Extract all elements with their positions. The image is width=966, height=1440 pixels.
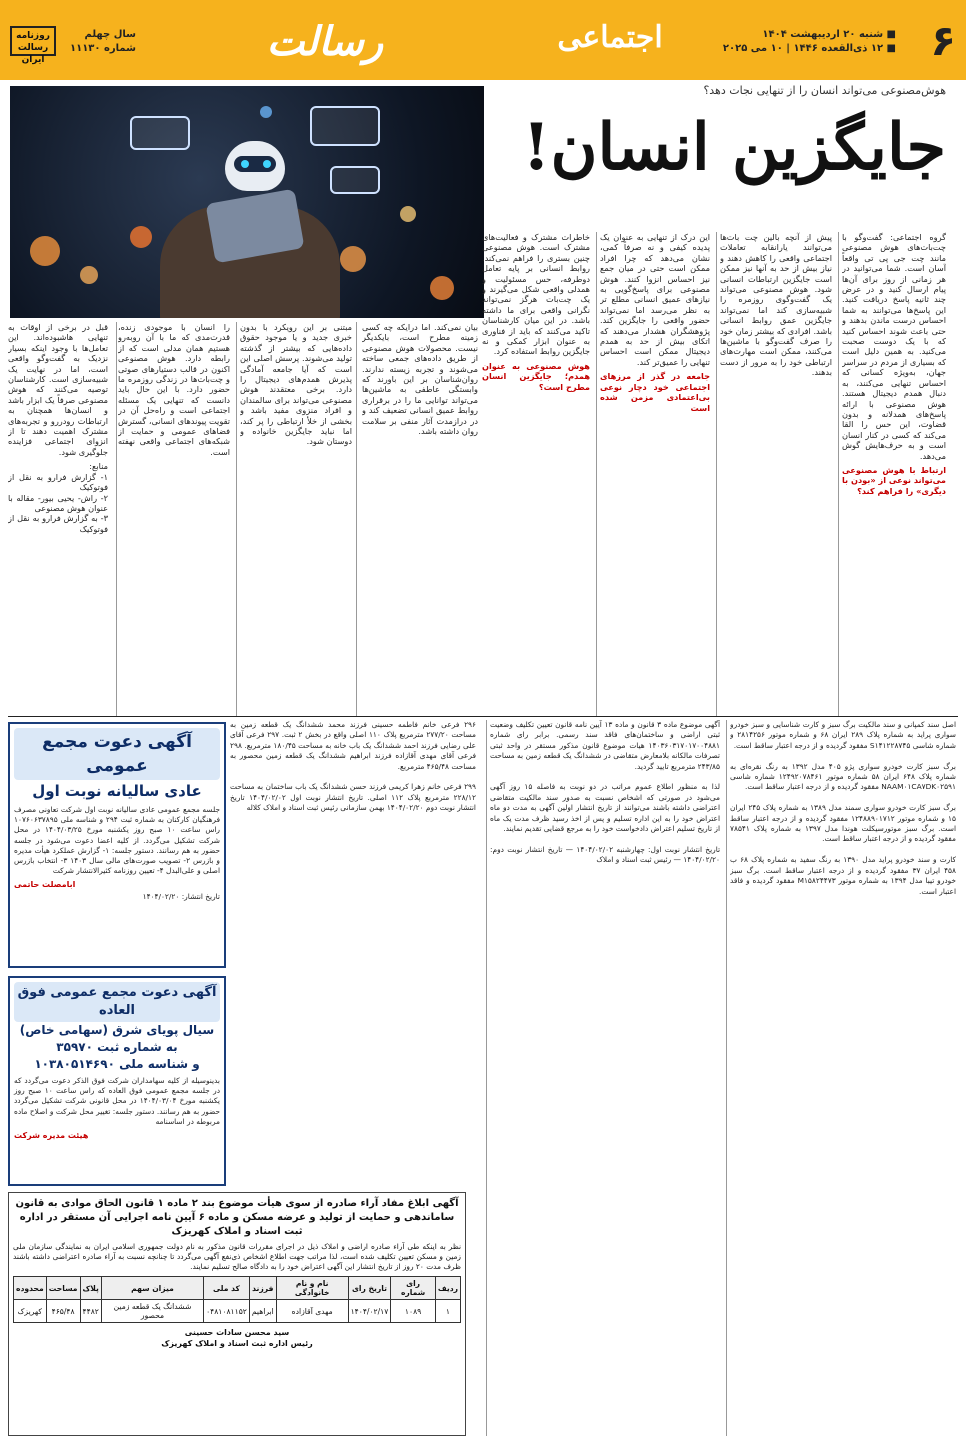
ad-registration: به شماره ثبت ۳۵۹۷۰ (56, 1040, 178, 1054)
table-row (14, 1300, 461, 1323)
ad-subtitle: عادی سالیانه نوبت اول (32, 782, 202, 800)
article-column-6: مبتنی بر این رویکرد با بدون خبری جدید و یا موجود حقوق داده‌هایی که بیشتر از گذشته تولید می‌شوند. پرسش اصلی این است که آیا جامعه آمادگی پذیرش همدم‌های دیجیتال را دارد. برخی معتقدند هوش مصنوعی می‌تواند برای سالمندان و افراد منزوی مفید باشد و بخشی از خلأ ارتباطی را پر کند، اما نباید جایگزین خانواده و دوستان شود. (240, 322, 352, 447)
issue-number: شماره ۱۱۱۳۰ (70, 43, 136, 54)
table-cell: ۴۶۵/۴۸ (46, 1300, 80, 1323)
legal-notice-kahrizak (8, 1192, 466, 1436)
table-cell: ششدانگ یک قطعه زمین محصور (101, 1300, 203, 1323)
article-column-2: پیش از آنچه بالین چت بات‌ها می‌توانند یارانقابه تعاملات اجتماعی واقعی را کاهش دهند و نیاز بیش از حد به آنها نیز ممکن است جایگزین ارتباطات انسانی شود. هوش مصنوعی می‌تواند یک گفت‌وگوی روزمره را شبیه‌سازی کند اما نمی‌تواند جایگزین عمق روابط انسانی باشد. افرادی که بیشتر زمان خود را صرف گفت‌وگو با ماشین‌ها می‌کنند، ممکن است مهارت‌های ارتباطی خود را به مرور از دست بدهند. (720, 232, 832, 378)
ad-extraordinary-assembly (8, 976, 226, 1186)
table-cell: ۱۰۸۹ (391, 1300, 435, 1323)
small-logo: روزنامه رسالت ایران (10, 26, 56, 56)
notices-column-left: ۲۹۶ فرعی خانم فاطمه حسینی فرزند محمد ششدانگ یک قطعه زمین به مساحت ۲۷۷/۲۰ مترمربع پلاک ۱۱۰ اصلی واقع در بخش ۲ ثبت. ۲۹۷ فرعی آقای علی رضایی فرزند احمد ششدانگ یک باب خانه به مساحت ۱۸۰/۴۵ مترمربع. ۲۹۸ فرعی آقای مهدی آقازاده فرزند ابراهیم ششدانگ یک قطعه زمین محصور به مساحت ۴۶۵/۴۸ مترمربع. ۲۹۹ فرعی خانم زهرا کریمی فرزند حسن ششدانگ یک باب ساختمان به مساحت ۲۲۸/۱۲ مترمربع پلاک ۱۱۲ اصلی. تاریخ انتشار نوبت اول ۱۴۰۴/۰۲/۰۲ تاریخ انتشار نوبت دوم ۱۴۰۴/۰۲/۲۰ بهمن سازمانی رئیس ثبت اسناد و املاک کلاله (230, 720, 476, 813)
ad-body: جلسه مجمع عمومی عادی سالیانه نوبت اول شرکت تعاونی مصرف فرهنگیان کارکنان به شماره ثبت ۲۹۴ و شناسه ملی ۱۰۷۶۰۶۳۷۸۹۵ راس ساعت ۱۰ صبح روز یکشنبه مورخ ۱۴۰۴/۰۳/۲۵ در محل شرکت تشکیل می‌گردد. از کلیه اعضا دعوت می‌شود در جلسه حضور به هم رسانند. دستور جلسه: ۱- گزارش عملکرد هیأت مدیره و بازرس ۲- تصویب صورت‌های مالی سال ۱۴۰۳ ۳- انتخاب بازرس اصلی و علی‌البدل ۴- تعیین روزنامه کثیرالانتشار شرکت (14, 805, 220, 876)
table-header-cell: میزان سهم (101, 1277, 203, 1300)
table-header-cell: تاریخ رای (348, 1277, 391, 1300)
article-kicker: هوش‌مصنوعی می‌تواند انسان را از تنهایی نجات دهد؟ (703, 84, 946, 97)
table-header-cell: فرزند (249, 1277, 276, 1300)
table-header-cell: ردیف (435, 1277, 460, 1300)
article-column-1: گروه اجتماعی: گفت‌وگو با چت‌بات‌های هوش مصنوعی مانند چت جی پی تی واقعاً آسان است. شما می‌توانید در هر زمانی از روز برای آن‌ها پیام ارسال کنید و در عرض چند ثانیه پاسخ دریافت کنید. این پاسخ‌ها می‌توانند به شما احساس درست ماندن بدهند و حتی باعث شوند احساس کنید که با یک دوست صحبت می‌کنید. به همین دلیل است که بسیاری از مردم در سراسر جهان، به‌ویژه کسانی که احساس تنهایی می‌کنند، به دنبال همدم دیجیتال هستند. هوش مصنوعی با ارائه پاسخ‌های همدلانه و بدون قضاوت، این حس را القا می‌کند که کسی در کنار انسان است و به حرف‌هایش گوش می‌دهد. ارتباط با هوش مصنوعی می‌تواند نوعی از «بودن با دیگری» را فراهم کند؟ (842, 232, 946, 496)
article-column-7: را انسان با موجودی زنده، قدرت‌مدی که ما با آن روبه‌رو هستیم همان مدلی است که از رابطه دارد. هوش مصنوعی اکنون در قالب دستیارهای صوتی و چت‌بات‌ها در زندگی روزمره ما حضور دارد. با این حال باید دانست که تنهایی یک مسئله اجتماعی است و راه‌حل آن در تقویت پیوندهای انسانی، گسترش فضاهای عمومی و حمایت از شبکه‌های اجتماعی واقعی نهفته است. (118, 322, 230, 457)
hero-image-robot-chatbot (10, 86, 484, 318)
article-column-5: بیان نمی‌کند. اما درایکه چه کسی زمینه مطرح است، بایکدیگر نیست. محصولات هوش مصنوعی از طریق داده‌های جمعی ساخته می‌شوند و تجربه زیسته ندارند. روان‌شناسان بر این باورند که وابستگی عاطفی به ماشین‌ها می‌تواند توانایی ما را در برقراری روابط عمیق انسانی تضعیف کند و در درازمدت آثار منفی بر سلامت روان داشته باشد. (362, 322, 478, 437)
ad-national-id: و شناسه ملی ۱۰۳۸۰۵۱۴۶۹۰ (34, 1057, 200, 1071)
table-header-cell: محدوده (14, 1277, 47, 1300)
table-cell: ۰۴۸۱۰۸۱۱۵۲ (204, 1300, 250, 1323)
table-header-cell: مساحت (46, 1277, 80, 1300)
chat-bubble-icon (330, 166, 380, 194)
notices-column-right: اصل سند کمپانی و سند مالکیت برگ سبز و کارت شناسایی و سبز خودرو سواری پراید به شماره پلاک ۲۸۹ ایران ۶۸ و شماره موتور ۲۸۱۴۲۵۶ و شماره شاسی S۱۴۱۲۲۸۷۴۵ مفقود گردیده و از درجه اعتبار ساقط است. برگ سبز کارت خودرو سواری پژو ۴۰۵ مدل ۱۳۹۲ به رنگ نقره‌ای به شماره پلاک ۶۴۸ ایران ۵۸ شماره موتور ۱۲۴۹۲۰۷۸۴۶۱ شماره شاسی NAAM۰۱CA۷DK۰۲۵۹۱ مفقود گردیده و از درجه اعتبار ساقط است. برگ سبز کارت خودرو سواری سمند مدل ۱۳۸۹ به شماره پلاک ۲۴۵ ایران ۱۵ و شماره موتور ۱۲۴۸۸۹۰۱۷۱۲ مفقود گردیده و از درجه اعتبار ساقط است. برگ سبز موتورسیکلت هوندا مدل ۱۳۹۷ به شماره پلاک ۷۸۵۴۱ مفقود گردیده و از درجه اعتبار ساقط است. کارت و سند خودرو پراید مدل ۱۳۹۰ به رنگ سفید به شماره پلاک ۶۸ ب ۴۵۸ ایران ۳۷ مفقود گردیده و از درجه اعتبار ساقط است. برگ سبز خودرو تیبا مدل ۱۳۹۴ به شماره موتور M۱۵۸۲۴۴۷۳ مفقود گردیده و فاقد اعتبار است. (730, 720, 956, 896)
ad-general-assembly (8, 722, 226, 968)
ad-date: تاریخ انتشار: ۱۴۰۴/۰۲/۲۰ (142, 892, 220, 902)
date-block (723, 28, 896, 56)
section-title: اجتماعی (557, 20, 663, 55)
newspaper-logo: رسالت (266, 18, 384, 65)
date-other: ■ ۱۲ ذی‌القعده ۱۴۴۶ | ۱۰ می ۲۰۲۵ (722, 43, 896, 54)
masthead-bar (0, 0, 966, 80)
ad-signature: هیئت مدیره شرکت (14, 1131, 89, 1141)
ad-signature: ابامصلت حاتمی (14, 880, 76, 890)
ad-title: آگهی دعوت مجمع عمومی (14, 728, 220, 780)
article-headline: جایگزین انسان! (522, 110, 946, 185)
table-cell: ۴۴۸۲ (80, 1300, 101, 1323)
table-header-cell: نام و نام خانوادگی (276, 1277, 348, 1300)
article-subhead: ارتباط با هوش مصنوعی می‌تواند نوعی از «بودن با دیگری» را فراهم کند؟ (842, 464, 946, 496)
table-header-cell: رای شماره (391, 1277, 435, 1300)
article-subhead: جامعه در گذر از مرزهای اجتماعی خود دچار نوعی بی‌اعتمادی مزمن شده است (600, 371, 710, 413)
article-column-3: این درک از تنهایی به عنوان یک پدیده کیفی و نه صرفاً کمی، نشان می‌دهد که چرا افراد ممکن است حتی در میان جمع نیز احساس انزوا کنند. هوش مصنوعی برای پاسخ‌گویی به نیازهای عمیق انسانی مطلع تر به نظر می‌رسد اما نمی‌تواند حضور واقعی را جایگزین کند. پژوهشگران هشدار می‌دهند که اتکای بیش از حد به همدم دیجیتال ممکن است احساس تنهایی را عمیق‌تر کند. جامعه در گذر از مرزهای اجتماعی خود دچار نوعی بی‌اعتمادی مزمن شده است (600, 232, 710, 413)
rulings-table (13, 1276, 461, 1323)
notices-column-middle: آگهی موضوع ماده ۳ قانون و ماده ۱۳ آیین نامه قانون تعیین تکلیف وضعیت ثبتی اراضی و ساختمان‌های فاقد سند رسمی. برابر رای شماره ۱۴۰۳۶۰۳۱۷۰۱۷۰۰۴۸۸۱ هیات موضوع قانون مذکور مستقر در واحد ثبتی تصرفات مالکانه بلامعارض متقاضی در ششدانگ یک قطعه زمین به مساحت ۲۴۳/۸۵ مترمربع تایید گردید. لذا به منظور اطلاع عموم مراتب در دو نوبت به فاصله ۱۵ روز آگهی می‌شود در صورتی که اشخاص نسبت به صدور سند مالکیت متقاضی اعتراضی داشته باشند می‌توانند از تاریخ انتشار اولین آگهی به مدت دو ماه اعتراض خود را به این اداره تسلیم و پس از اخذ رسید ظرف مدت یک ماه از تاریخ تسلیم اعتراض دادخواست خود را به مرجع قضایی تقدیم نمایند. تاریخ انتشار نوبت اول: چهارشنبه ۱۴۰۴/۰۲/۰۲ — تاریخ انتشار نوبت دوم: ۱۴۰۴/۰۲/۲۰ — رئیس ثبت اسناد و املاک (490, 720, 720, 865)
table-header-cell: پلاک (80, 1277, 101, 1300)
table-cell: کهریزک (14, 1300, 47, 1323)
chat-bubble-icon (310, 106, 380, 146)
table-cell: مهدی آقازاده (276, 1300, 348, 1323)
page-number: ۶ (930, 16, 956, 65)
legal-notice-title: آگهی ابلاغ مفاد آراء صادره از سوی هیأت موضوع بند ۲ ماده ۱ قانون الحاق موادی به قانون ساماندهی و حمایت از تولید و عرضه مسکن و ماده ۶ آیین نامه اجرایی آن مستقر در اداره ثبت اسناد و املاک کهریزک (15, 1198, 459, 1237)
article-sources: منابع: ۱- گزارش فرارو به نقل از فوتوکیک ۲- راش- یحیی بیور- مقاله با عنوان هوش مصنوعی ۳- به گزارش فرارو به نقل از فوتوکیک (8, 461, 108, 534)
ad-company: سیال پویای شرق (سهامی خاص) (19, 1023, 215, 1037)
table-header-cell: کد ملی (204, 1277, 250, 1300)
article-column-4: خاطرات مشترک و فعالیت‌های مشترک است. هوش مصنوعی چنین بستری را فراهم نمی‌کند. روابط انسانی بر پایه تعامل دوطرفه، حس مسئولیت و همدلی واقعی شکل می‌گیرند و یک چت‌بات هرگز نمی‌تواند نگرانی واقعی برای ما داشته باشد. در این میان کارشناسان تاکید می‌کنند که باید از فناوری به عنوان ابزار کمکی و نه جایگزین روابط استفاده کرد. هوش مصنوعی به عنوان همدم؛ جایگزین انسان مطرح است؟ (482, 232, 590, 392)
legal-notice-signer: سید محسن سادات حسینی رئیس اداره ثبت اسناد و املاک کهریزک (161, 1328, 313, 1348)
table-cell: ابراهیم (249, 1300, 276, 1323)
ad-title: آگهی دعوت مجمع عمومی فوق العاده (14, 982, 220, 1022)
date-persian: ■ شنبه ۲۰ اردیبهشت ۱۴۰۴ (762, 29, 896, 40)
article-column-8: قبل در برخی از اوقات به تنهایی هاشبوده‌اند. این تعامل‌ها با وجود اینکه بسیار نزدیک به گفت‌وگو واقعی است، اما در نهایت یک شبیه‌سازی است. کارشناسان توصیه می‌کنند که هوش مصنوعی صرفاً یک ابزار باشد و انسان‌ها همچنان به ارتباطات رودررو و تجربه‌های مشترک اهمیت دهند تا از انزوای اجتماعی فزاینده جلوگیری شود. منابع: ۱- گزارش فرارو به نقل از فوتوکیک ۲- راش- یحیی بیور- مقاله با عنوان هوش مصنوعی ۳- به گزارش فرارو به نقل از فوتوکیک (8, 322, 108, 534)
chat-bubble-icon (130, 116, 190, 150)
article-subhead: هوش مصنوعی به عنوان همدم؛ جایگزین انسان مطرح است؟ (482, 360, 590, 392)
issue-year: سال چهلم (84, 29, 136, 40)
issue-info (70, 28, 136, 56)
legal-notice-body: نظر به اینکه طی آراء صادره اراضی و املاک ذیل در اجرای مقررات قانون مذکور به نام دولت جمهوری اسلامی ایران به نمایندگی سازمان ملی زمین و مسکن تعیین تکلیف شده است، لذا مراتب جهت اطلاع اشخاص ذی‌نفع آگهی می‌گردد تا چنانچه نسبت به آراء صادره اعتراضی داشته باشند ظرف مدت ۲۰ روز از تاریخ انتشار این آگهی اعتراض خود را به دادگاه صالح تسلیم نمایند. (13, 1242, 461, 1271)
ad-body: بدینوسیله از کلیه سهامداران شرکت فوق الذکر دعوت می‌گردد که در جلسه مجمع عمومی فوق العاده که راس ساعت ۱۰ صبح روز یکشنبه مورخ ۱۴۰۴/۰۳/۰۴ در محل قانونی شرکت تشکیل می‌گردد حضور به هم رسانند. دستور جلسه: تغییر محل شرکت و اصلاح ماده مربوطه در اساسنامه (14, 1076, 220, 1126)
table-cell: ۱۴۰۴/۰۲/۱۷ (348, 1300, 391, 1323)
table-cell: ۱ (435, 1300, 460, 1323)
